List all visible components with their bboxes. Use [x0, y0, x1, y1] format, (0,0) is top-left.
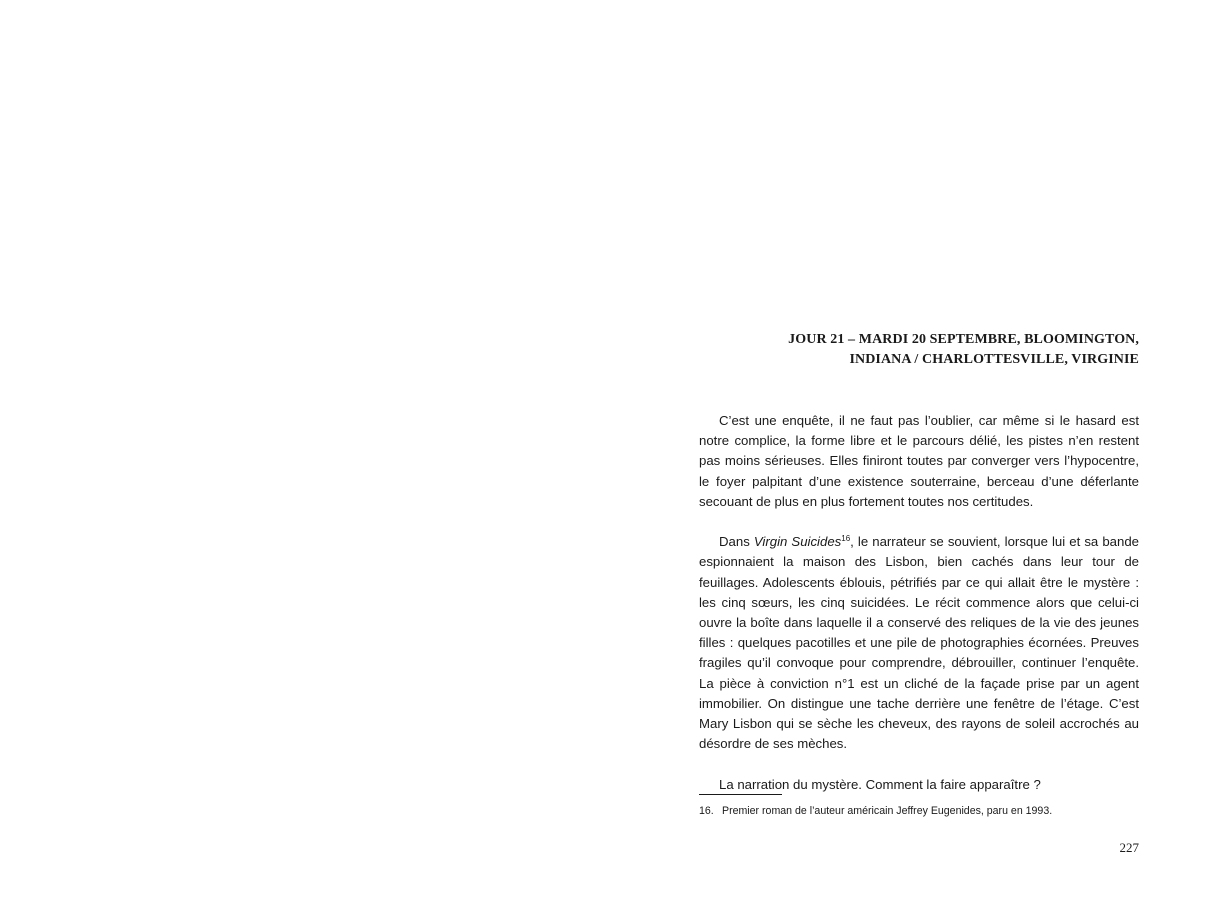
footnote-reference: 16 — [841, 534, 851, 544]
right-page — [606, 0, 1212, 912]
paragraph-1: C’est une enquête, il ne faut pas l’oublier, car même si le hasard est notre complice, la forme libre et le parcours délié, les pistes n’en restent pas moins sérieuses. Elles finiront toutes par converger vers l’hypocentre, le foyer palpitant d’une existence souterraine, berceau d’une déferlante secouant de plus en plus fortement toutes nos certitudes. — [699, 413, 1139, 509]
paragraph-2-rest: , le narrateur se souvient, lorsque lui et sa bande espionnaient la maison des Lisbon, bien cachés dans leur tour de feuillages. Adolescents éblouis, pétrifiés par ce qui allait être le mystère : les cinq sœurs, les cinq suicidées. Le récit commence alors que celui-ci ouvre la boîte dans laquelle il a conservé des reliques de la vie des jeunes filles : quelques pacotilles et une pile de photographies écornées. Preuves fragiles qu’il convoque pour comprendre, débrouiller, continuer l’enquête. La pièce à conviction n°1 est un cliché de la façade prise par un agent immobilier. On distingue une tache derrière une fenêtre de l’étage. C’est Mary Lisbon qui se sèche les cheveux, des rayons de soleil accrochés au désordre de ses mèches. — [699, 534, 1139, 752]
footnote — [699, 804, 1159, 819]
footnote-separator — [699, 794, 782, 795]
footnote-text: Premier roman de l’auteur américain Jeffrey Eugenides, paru en 1993. — [722, 805, 1053, 817]
paragraph-2 — [699, 532, 1139, 754]
page-number: 227 — [1119, 840, 1139, 855]
chapter-heading-line-1: JOUR 21 – MARDI 20 SEPTEMBRE, BLOOMINGTON, — [788, 332, 1139, 347]
footnote-number: 16. — [699, 805, 714, 817]
paragraph-2-start: Dans — [719, 534, 754, 550]
paragraph-3: La narration du mystère. Comment la faire apparaître ? — [719, 776, 1041, 792]
chapter-heading-line-2: INDIANA / CHARLOTTESVILLE, VIRGINIE — [849, 352, 1139, 367]
book-title-virgin-suicides: Virgin Suicides — [753, 534, 842, 550]
body-text — [699, 411, 1139, 795]
chapter-heading — [699, 330, 1139, 370]
